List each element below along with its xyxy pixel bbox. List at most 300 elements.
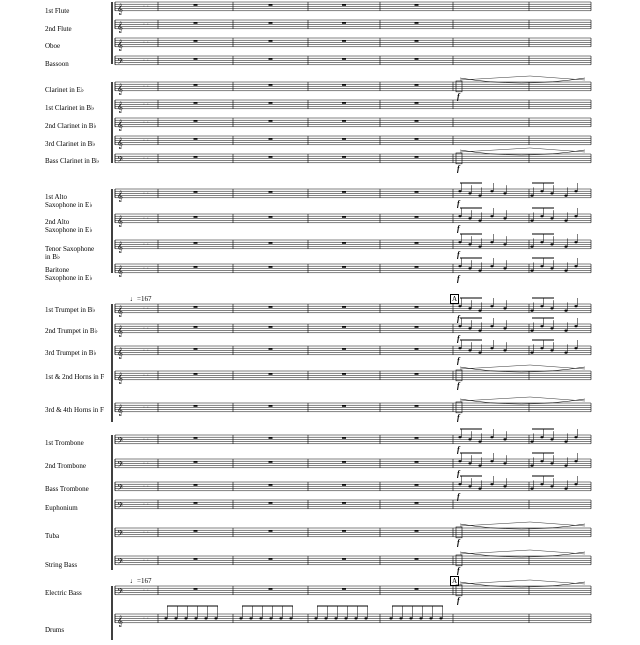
whole-rest-icon	[194, 102, 198, 104]
note-head-icon	[478, 465, 481, 467]
note-head-icon	[468, 462, 471, 464]
note-head-icon	[540, 436, 543, 438]
treble-clef-icon: 𝄞	[117, 3, 123, 15]
whole-rest-icon	[269, 484, 273, 486]
whole-rest-icon	[342, 40, 346, 42]
note-head-icon	[550, 243, 553, 245]
whole-rest-icon	[269, 266, 273, 268]
label-2nd-trumpet: 2nd Trumpet in B♭	[45, 327, 98, 335]
note-head-icon	[564, 195, 567, 197]
note-head-icon	[540, 347, 543, 349]
note-head-icon	[574, 241, 577, 243]
whole-rest-icon	[415, 138, 419, 140]
note-head-icon	[574, 483, 577, 485]
eighth-rest-icon: · ‧	[143, 587, 149, 595]
whole-rest-icon	[269, 4, 273, 6]
dynamic-marking: f	[457, 412, 460, 422]
drum-note-icon	[259, 617, 262, 619]
label-baritone-sax: Baritone Saxophone in E♭	[45, 266, 93, 282]
note-head-icon	[490, 190, 493, 192]
eighth-rest-icon: · ‧	[143, 190, 149, 198]
whole-rest-icon	[342, 405, 346, 407]
whole-rest-icon	[269, 40, 273, 42]
dynamic-marking: f	[457, 380, 460, 390]
whole-rest-icon	[269, 437, 273, 439]
whole-rest-icon	[194, 191, 198, 193]
note-head-icon	[503, 349, 506, 351]
drum-note-icon	[344, 617, 347, 619]
eighth-rest-icon: · ‧	[143, 241, 149, 249]
whole-rest-icon	[342, 156, 346, 158]
treble-clef-icon: 𝄞	[117, 241, 123, 253]
whole-rest-icon	[342, 484, 346, 486]
eighth-rest-icon: · ‧	[143, 460, 149, 468]
whole-rest-icon	[415, 102, 419, 104]
crescendo-hairpin	[460, 148, 585, 152]
dynamic-marking: f	[457, 333, 460, 343]
tempo-mark: ♩=167	[130, 295, 152, 303]
whole-rest-icon	[415, 373, 419, 375]
note-head-icon	[458, 190, 461, 192]
bass-clef-icon: 𝄢	[117, 483, 124, 495]
bass-clef-icon: 𝄢	[117, 155, 124, 167]
note-head-icon	[478, 330, 481, 332]
eighth-rest-icon: · ‧	[143, 529, 149, 537]
whole-rest-icon	[194, 156, 198, 158]
eighth-rest-icon: · ‧	[143, 137, 149, 145]
note-head-icon	[574, 190, 577, 192]
note-head-icon	[540, 305, 543, 307]
dynamic-marking: f	[457, 223, 460, 233]
note-head-icon	[540, 241, 543, 243]
note-head-icon	[478, 310, 481, 312]
whole-rest-icon	[269, 138, 273, 140]
dynamic-marking: f	[457, 198, 460, 208]
whole-rest-icon	[194, 242, 198, 244]
note-head-icon	[540, 483, 543, 485]
drum-note-icon	[419, 617, 422, 619]
eighth-rest-icon: · ‧	[143, 3, 149, 11]
whole-rest-icon	[342, 191, 346, 193]
note-head-icon	[564, 488, 567, 490]
dynamic-marking: f	[457, 273, 460, 283]
note-head-icon	[478, 246, 481, 248]
note-head-icon	[564, 270, 567, 272]
whole-rest-icon	[269, 216, 273, 218]
bass-clef-icon: 𝄢	[117, 587, 124, 599]
note-head-icon	[550, 349, 553, 351]
whole-rest-icon	[269, 242, 273, 244]
label-1st-trombone: 1st Trombone	[45, 439, 84, 447]
note-head-icon	[530, 195, 533, 197]
rehearsal-mark: A	[451, 295, 458, 303]
note-head-icon	[564, 352, 567, 354]
note-head-icon	[564, 246, 567, 248]
note-head-icon	[530, 310, 533, 312]
drum-note-icon	[184, 617, 187, 619]
treble-clef-icon: 𝄞	[117, 265, 123, 277]
note-head-icon	[458, 460, 461, 462]
note-head-icon	[503, 462, 506, 464]
whole-rest-icon	[342, 102, 346, 104]
label-tenor-sax: Tenor Saxophone in B♭	[45, 245, 95, 261]
drum-note-icon	[429, 617, 432, 619]
whole-rest-icon	[342, 348, 346, 350]
whole-rest-icon	[342, 373, 346, 375]
drum-note-icon	[249, 617, 252, 619]
dynamic-marking: f	[457, 249, 460, 259]
whole-rest-icon	[269, 22, 273, 24]
note-head-icon	[530, 465, 533, 467]
note-head-icon	[468, 349, 471, 351]
label-euphonium: Euphonium	[45, 504, 78, 512]
note-head-icon	[458, 241, 461, 243]
whole-rest-icon	[415, 191, 419, 193]
bass-clef-icon: 𝄢	[117, 557, 124, 569]
whole-rest-icon	[342, 84, 346, 86]
label-1st-alto-sax: 1st Alto Saxophone in E♭	[45, 193, 93, 209]
whole-rest-icon	[269, 120, 273, 122]
note-head-icon	[550, 217, 553, 219]
drum-note-icon	[279, 617, 282, 619]
dynamic-marking: f	[457, 491, 460, 501]
whole-rest-icon	[269, 348, 273, 350]
dynamic-marking: f	[457, 163, 460, 173]
whole-rest-icon	[415, 558, 419, 560]
whole-rest-icon	[342, 138, 346, 140]
note-head-icon	[468, 438, 471, 440]
note-head-icon	[503, 438, 506, 440]
treble-clef-icon: 𝄞	[117, 215, 123, 227]
note-head-icon	[468, 243, 471, 245]
label-2nd-trombone: 2nd Trombone	[45, 462, 87, 470]
eighth-rest-icon: · ‧	[143, 436, 149, 444]
note-head-icon	[550, 307, 553, 309]
whole-rest-icon	[269, 558, 273, 560]
drum-note-icon	[364, 617, 367, 619]
label-3rd-clarinet: 3rd Clarinet in B♭	[45, 140, 96, 148]
note-head-icon	[540, 215, 543, 217]
label-tuba: Tuba	[45, 532, 60, 540]
whole-rest-icon	[269, 530, 273, 532]
whole-rest-icon	[194, 266, 198, 268]
whole-rest-icon	[415, 120, 419, 122]
eighth-rest-icon: · ‧	[143, 372, 149, 380]
label-drums: Drums	[45, 626, 65, 634]
whole-rest-icon	[415, 306, 419, 308]
label-2nd-clarinet: 2nd Clarinet in B♭	[45, 122, 97, 130]
note-head-icon	[574, 305, 577, 307]
eighth-rest-icon: · ‧	[143, 305, 149, 313]
drum-note-icon	[289, 617, 292, 619]
note-head-icon	[490, 436, 493, 438]
whole-rest-icon	[194, 558, 198, 560]
treble-clef-icon: 𝄞	[117, 39, 123, 51]
note-head-icon	[550, 462, 553, 464]
label-electric-bass: Electric Bass	[45, 589, 82, 597]
whole-rest-icon	[194, 216, 198, 218]
whole-rest-icon	[415, 530, 419, 532]
whole-rest-icon	[342, 326, 346, 328]
treble-clef-icon: 𝄞	[117, 190, 123, 202]
drum-note-icon	[204, 617, 207, 619]
drum-note-icon	[174, 617, 177, 619]
whole-rest-icon	[194, 530, 198, 532]
note-head-icon	[550, 438, 553, 440]
crescendo-hairpin	[460, 522, 585, 526]
bass-clef-icon: 𝄢	[117, 436, 124, 448]
note-head-icon	[458, 215, 461, 217]
label-2nd-flute: 2nd Flute	[45, 25, 72, 33]
whole-rest-icon	[415, 326, 419, 328]
whole-rest-icon	[194, 588, 198, 590]
treble-clef-icon: 𝄞	[117, 101, 123, 113]
crescendo-hairpin	[460, 365, 585, 369]
whole-rest-icon	[269, 461, 273, 463]
note-head-icon	[503, 267, 506, 269]
drum-note-icon	[194, 617, 197, 619]
eighth-rest-icon: · ‧	[143, 83, 149, 91]
note-head-icon	[503, 192, 506, 194]
note-head-icon	[468, 217, 471, 219]
drum-note-icon	[214, 617, 217, 619]
note-head-icon	[574, 347, 577, 349]
whole-rest-icon	[269, 306, 273, 308]
whole-rest-icon	[415, 58, 419, 60]
drum-note-icon	[164, 617, 167, 619]
label-clarinet-eb: Clarinet in E♭	[45, 86, 85, 94]
note-head-icon	[530, 246, 533, 248]
note-head-icon	[478, 220, 481, 222]
note-head-icon	[574, 265, 577, 267]
note-head-icon	[490, 305, 493, 307]
whole-rest-icon	[269, 326, 273, 328]
eighth-rest-icon: · ‧	[143, 347, 149, 355]
whole-rest-icon	[269, 373, 273, 375]
note-head-icon	[458, 265, 461, 267]
whole-rest-icon	[415, 405, 419, 407]
label-1st-trumpet: 1st Trumpet in B♭	[45, 306, 96, 314]
whole-rest-icon	[342, 437, 346, 439]
whole-rest-icon	[194, 84, 198, 86]
eighth-rest-icon: · ‧	[143, 483, 149, 491]
whole-rest-icon	[415, 502, 419, 504]
note-head-icon	[574, 325, 577, 327]
whole-rest-icon	[269, 588, 273, 590]
note-head-icon	[550, 485, 553, 487]
note-head-icon	[490, 460, 493, 462]
whole-rest-icon	[269, 405, 273, 407]
bass-clef-icon: 𝄢	[117, 529, 124, 541]
treble-clef-icon: 𝄞	[117, 119, 123, 131]
label-1st-clarinet: 1st Clarinet in B♭	[45, 104, 95, 112]
treble-clef-icon: 𝄞	[117, 305, 123, 317]
eighth-rest-icon: · ‧	[143, 615, 149, 623]
treble-clef-icon: 𝄞	[117, 372, 123, 384]
whole-rest-icon	[342, 306, 346, 308]
note-head-icon	[478, 488, 481, 490]
whole-rest-icon	[194, 40, 198, 42]
whole-rest-icon	[415, 40, 419, 42]
note-head-icon	[490, 347, 493, 349]
whole-rest-icon	[194, 348, 198, 350]
note-head-icon	[478, 441, 481, 443]
whole-rest-icon	[194, 22, 198, 24]
whole-rest-icon	[194, 405, 198, 407]
whole-rest-icon	[194, 461, 198, 463]
dynamic-marking: f	[457, 595, 460, 605]
dynamic-marking: f	[457, 313, 460, 323]
whole-rest-icon	[342, 22, 346, 24]
whole-rest-icon	[194, 58, 198, 60]
note-head-icon	[564, 310, 567, 312]
whole-rest-icon	[269, 191, 273, 193]
treble-clef-icon: 𝄞	[117, 404, 123, 416]
note-head-icon	[550, 267, 553, 269]
whole-rest-icon	[342, 461, 346, 463]
whole-rest-icon	[194, 502, 198, 504]
eighth-rest-icon: · ‧	[143, 101, 149, 109]
whole-rest-icon	[415, 22, 419, 24]
whole-rest-icon	[194, 138, 198, 140]
whole-rest-icon	[415, 266, 419, 268]
note-head-icon	[468, 192, 471, 194]
note-head-icon	[503, 243, 506, 245]
note-head-icon	[468, 485, 471, 487]
whole-rest-icon	[194, 373, 198, 375]
eighth-rest-icon: · ‧	[143, 215, 149, 223]
note-head-icon	[468, 307, 471, 309]
note-head-icon	[458, 347, 461, 349]
note-head-icon	[490, 483, 493, 485]
note-head-icon	[564, 220, 567, 222]
whole-rest-icon	[269, 156, 273, 158]
whole-rest-icon	[415, 4, 419, 6]
dynamic-marking: f	[457, 355, 460, 365]
dynamic-marking: f	[457, 537, 460, 547]
eighth-rest-icon: · ‧	[143, 404, 149, 412]
whole-rest-icon	[415, 156, 419, 158]
whole-rest-icon	[194, 484, 198, 486]
bass-clef-icon: 𝄢	[117, 57, 124, 69]
treble-clef-icon: 𝄞	[117, 615, 123, 627]
note-head-icon	[490, 215, 493, 217]
note-head-icon	[540, 265, 543, 267]
whole-rest-icon	[342, 530, 346, 532]
note-head-icon	[530, 220, 533, 222]
eighth-rest-icon: · ‧	[143, 39, 149, 47]
crescendo-hairpin	[460, 76, 585, 80]
whole-rest-icon	[415, 484, 419, 486]
label-string-bass: String Bass	[45, 561, 78, 569]
eighth-rest-icon: · ‧	[143, 155, 149, 163]
note-head-icon	[458, 305, 461, 307]
label-bass-clarinet: Bass Clarinet in B♭	[45, 157, 100, 165]
label-bass-trombone: Bass Trombone	[45, 485, 89, 493]
whole-rest-icon	[342, 4, 346, 6]
note-head-icon	[503, 307, 506, 309]
note-head-icon	[530, 352, 533, 354]
label-bassoon: Bassoon	[45, 60, 69, 68]
whole-rest-icon	[415, 588, 419, 590]
whole-rest-icon	[194, 306, 198, 308]
note-head-icon	[540, 325, 543, 327]
note-head-icon	[574, 460, 577, 462]
whole-rest-icon	[269, 84, 273, 86]
drum-note-icon	[314, 617, 317, 619]
whole-rest-icon	[415, 84, 419, 86]
drum-note-icon	[239, 617, 242, 619]
note-head-icon	[490, 325, 493, 327]
whole-rest-icon	[415, 348, 419, 350]
eighth-rest-icon: · ‧	[143, 501, 149, 509]
drum-note-icon	[389, 617, 392, 619]
note-head-icon	[550, 192, 553, 194]
whole-rest-icon	[415, 242, 419, 244]
label-2nd-alto-sax: 2nd Alto Saxophone in E♭	[45, 218, 93, 234]
note-head-icon	[530, 441, 533, 443]
treble-clef-icon: 𝄞	[117, 21, 123, 33]
note-head-icon	[540, 460, 543, 462]
note-head-icon	[478, 352, 481, 354]
whole-rest-icon	[415, 461, 419, 463]
drum-note-icon	[354, 617, 357, 619]
note-head-icon	[564, 330, 567, 332]
note-head-icon	[550, 327, 553, 329]
note-head-icon	[458, 436, 461, 438]
note-head-icon	[468, 327, 471, 329]
note-head-icon	[530, 488, 533, 490]
drum-note-icon	[334, 617, 337, 619]
crescendo-hairpin	[460, 397, 585, 401]
whole-rest-icon	[269, 502, 273, 504]
note-head-icon	[458, 483, 461, 485]
whole-rest-icon	[342, 588, 346, 590]
note-head-icon	[574, 215, 577, 217]
drum-note-icon	[324, 617, 327, 619]
crescendo-hairpin	[460, 550, 585, 554]
dynamic-marking: f	[457, 91, 460, 101]
drum-note-icon	[399, 617, 402, 619]
whole-rest-icon	[342, 266, 346, 268]
note-head-icon	[468, 267, 471, 269]
whole-rest-icon	[194, 4, 198, 6]
whole-rest-icon	[342, 58, 346, 60]
note-head-icon	[458, 325, 461, 327]
drum-note-icon	[409, 617, 412, 619]
eighth-rest-icon: · ‧	[143, 119, 149, 127]
note-head-icon	[530, 270, 533, 272]
treble-clef-icon: 𝄞	[117, 347, 123, 359]
note-head-icon	[503, 327, 506, 329]
label-horns-3-4: 3rd & 4th Horns in F	[45, 406, 104, 414]
treble-clef-icon: 𝄞	[117, 325, 123, 337]
note-head-icon	[490, 241, 493, 243]
note-head-icon	[574, 436, 577, 438]
whole-rest-icon	[269, 58, 273, 60]
rehearsal-mark-2: A	[451, 577, 458, 585]
note-head-icon	[478, 270, 481, 272]
treble-clef-icon: 𝄞	[117, 137, 123, 149]
whole-rest-icon	[194, 326, 198, 328]
dynamic-marking: f	[457, 468, 460, 478]
whole-rest-icon	[269, 102, 273, 104]
note-head-icon	[530, 330, 533, 332]
note-head-icon	[564, 441, 567, 443]
drum-note-icon	[269, 617, 272, 619]
whole-rest-icon	[342, 502, 346, 504]
crescendo-hairpin	[460, 580, 585, 584]
